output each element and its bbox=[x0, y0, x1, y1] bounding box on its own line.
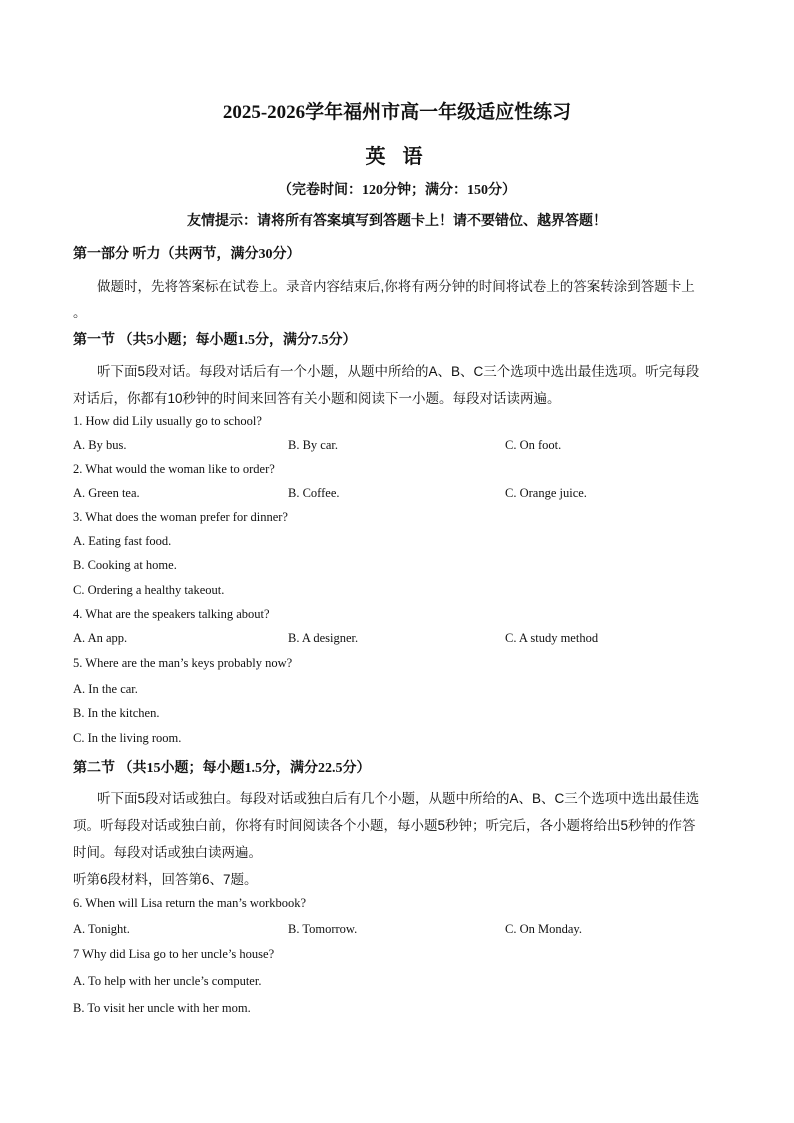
question-1-option-a: A. By bus. bbox=[73, 438, 127, 452]
exam-title: 2025-2026学年福州市高一年级适应性练习 bbox=[222, 102, 572, 123]
question-4-option-a: A. An app. bbox=[73, 631, 128, 645]
question-6-option-c: C. On Monday. bbox=[505, 922, 582, 936]
question-4-option-b: B. A designer. bbox=[288, 631, 359, 645]
question-4-stem: 4. What are the speakers talking about? bbox=[73, 607, 270, 621]
question-3-option-b: B. Cooking at home. bbox=[73, 558, 177, 572]
part1-instruction-line2: 。 bbox=[73, 305, 87, 320]
section1-instruction-line2: 对话后，你都有10秒钟的时间来回答有关小题和阅读下一小题。每段对话读两遍。 bbox=[73, 391, 561, 406]
section2-instruction-line2: 项。听每段对话或独白前，你将有时间阅读各个小题，每小题5秒钟；听完后，各小题将给出5秒钟的作答 bbox=[73, 818, 696, 833]
part1-instruction-line1: 做题时，先将答案标在试卷上。录音内容结束后,你将有两分钟的时间将试卷上的答案转涂到答题卡上 bbox=[97, 279, 695, 294]
question-2-stem: 2. What would the woman like to order? bbox=[73, 462, 275, 476]
question-1-stem: 1. How did Lily usually go to school? bbox=[73, 414, 262, 428]
question-1-option-b: B. By car. bbox=[288, 438, 338, 452]
question-3-option-a: A. Eating fast food. bbox=[73, 534, 172, 548]
question-5-stem: 5. Where are the man’s keys probably now? bbox=[73, 656, 293, 670]
section1-heading: 第一节 （共5小题；每小题1.5分，满分7.5分） bbox=[73, 333, 357, 348]
question-4-option-c: C. A study method bbox=[505, 631, 599, 645]
question-7-option-b: B. To visit her uncle with her mom. bbox=[73, 1001, 251, 1015]
friendly-tip: 友情提示：请将所有答案填写到答题卡上！请不要错位、越界答题！ bbox=[187, 214, 607, 229]
question-2-option-a: A. Green tea. bbox=[73, 486, 140, 500]
section2-instruction-line1: 听下面5段对话或独白。每段对话或独白后有几个小题，从题中所给的A、B、C三个选项中选出最佳选 bbox=[97, 791, 700, 806]
question-3-option-c: C. Ordering a healthy takeout. bbox=[73, 583, 225, 597]
question-6-option-a: A. Tonight. bbox=[73, 922, 130, 936]
question-5-option-c: C. In the living room. bbox=[73, 731, 182, 745]
question-6-option-b: B. Tomorrow. bbox=[288, 922, 358, 936]
section2-instruction-line3: 时间。每段对话或独白读两遍。 bbox=[73, 845, 262, 860]
question-6-stem: 6. When will Lisa return the man’s workbook? bbox=[73, 896, 307, 910]
question-1-option-c: C. On foot. bbox=[505, 438, 562, 452]
section2-heading: 第二节 （共15小题；每小题1.5分，满分22.5分） bbox=[73, 761, 371, 776]
section1-instruction-line1: 听下面5段对话。每段对话后有一个小题，从题中所给的A、B、C三个选项中选出最佳选项。听完每段 bbox=[97, 364, 700, 379]
question-7-option-a: A. To help with her uncle’s computer. bbox=[73, 974, 262, 988]
question-2-option-b: B. Coffee. bbox=[288, 486, 340, 500]
material-note: 听第6段材料，回答第6、7题。 bbox=[73, 872, 258, 887]
question-3-stem: 3. What does the woman prefer for dinner? bbox=[73, 510, 288, 524]
question-7-stem: 7 Why did Lisa go to her uncle’s house? bbox=[73, 947, 275, 961]
question-5-option-a: A. In the car. bbox=[73, 682, 138, 696]
question-2-option-c: C. Orange juice. bbox=[505, 486, 587, 500]
subject-title: 英 语 bbox=[365, 146, 429, 168]
part1-heading: 第一部分 听力（共两节，满分30分） bbox=[73, 247, 301, 262]
question-5-option-b: B. In the kitchen. bbox=[73, 706, 160, 720]
time-info: （完卷时间：120分钟；满分：150分） bbox=[278, 183, 516, 198]
